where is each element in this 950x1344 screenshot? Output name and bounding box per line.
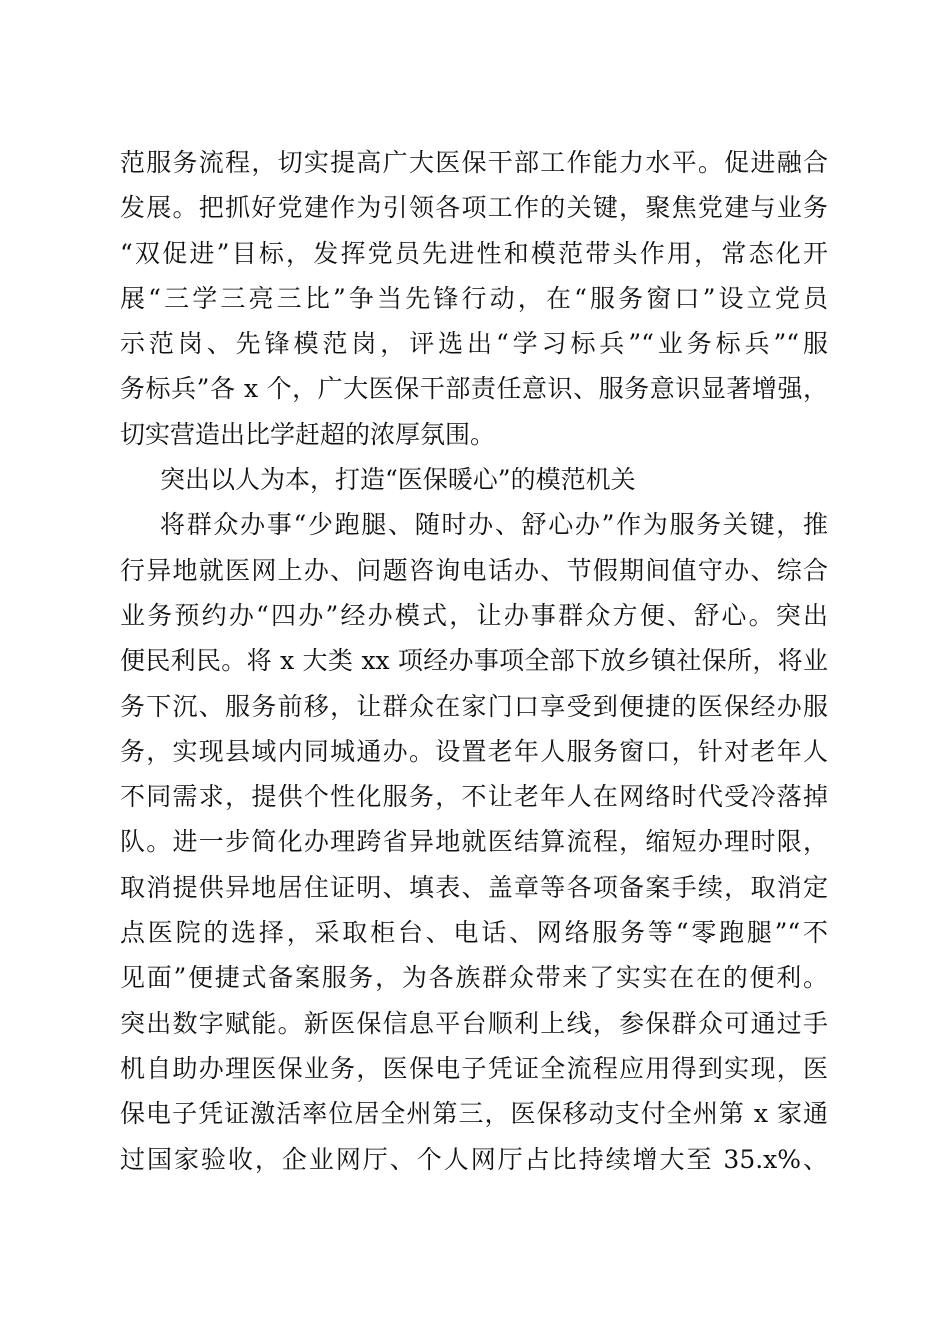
text-line: 点医院的选择，采取柜台、电话、网络服务等“零跑腿”“不 — [120, 918, 828, 948]
text-line: 机自助办理医保业务，医保电子凭证全流程应用得到实现，医 — [120, 1053, 828, 1083]
text-line: 队。进一步简化办理跨省异地就医结算流程，缩短办理时限， — [120, 827, 828, 857]
text-line: 务标兵”各 x 个，广大医保干部责任意识、服务意识显著增强， — [120, 374, 828, 404]
section-heading: 突出以人为本，打造“医保暖心”的模范机关 — [160, 465, 636, 495]
text-line: 切实营造出比学赶超的浓厚氛围。 — [120, 419, 496, 449]
text-line: 见面”便捷式备案服务，为各族群众带来了实实在在的便利。 — [120, 963, 828, 993]
text-line: 务，实现县域内同城通办。设置老年人服务窗口，针对老年人 — [120, 736, 828, 766]
text-line: 示范岗、先锋模范岗，评选出“学习标兵”“业务标兵”“服 — [120, 329, 828, 359]
document-body — [120, 140, 828, 1182]
paragraph-2 — [120, 502, 828, 1181]
text-line: 务下沉、服务前移，让群众在家门口享受到便捷的医保经办服 — [120, 691, 828, 721]
text-line: 行异地就医网上办、问题咨询电话办、节假期间值守办、综合 — [120, 555, 828, 585]
text-line: 保电子凭证激活率位居全州第三，医保移动支付全州第 x 家通 — [120, 1099, 828, 1129]
text-line: 取消提供异地居住证明、填表、盖章等各项备案手续，取消定 — [120, 872, 828, 902]
text-line: 将群众办事“少跑腿、随时办、舒心办”作为服务关键，推 — [160, 510, 828, 540]
text-line: 发展。把抓好党建作为引领各项工作的关键，聚焦党建与业务 — [120, 193, 828, 223]
text-line: 突出数字赋能。新医保信息平台顺利上线，参保群众可通过手 — [120, 1008, 828, 1038]
text-line: “双促进”目标，发挥党员先进性和模范带头作用，常态化开 — [120, 238, 828, 268]
paragraph-1 — [120, 140, 828, 457]
text-line: 过国家验收，企业网厅、个人网厅占比持续增大至 35.x%、 — [120, 1144, 828, 1174]
text-line: 范服务流程，切实提高广大医保干部工作能力水平。促进融合 — [120, 148, 828, 177]
text-line: 便民利民。将 x 大类 xx 项经办事项全部下放乡镇社保所，将业 — [120, 646, 828, 676]
text-line: 展“三学三亮三比”争当先锋行动，在“服务窗口”设立党员 — [120, 283, 828, 313]
text-line: 不同需求，提供个性化服务，不让老年人在网络时代受冷落掉 — [120, 782, 828, 812]
text-line: 业务预约办“四办”经办模式，让办事群众方便、舒心。突出 — [120, 600, 828, 630]
